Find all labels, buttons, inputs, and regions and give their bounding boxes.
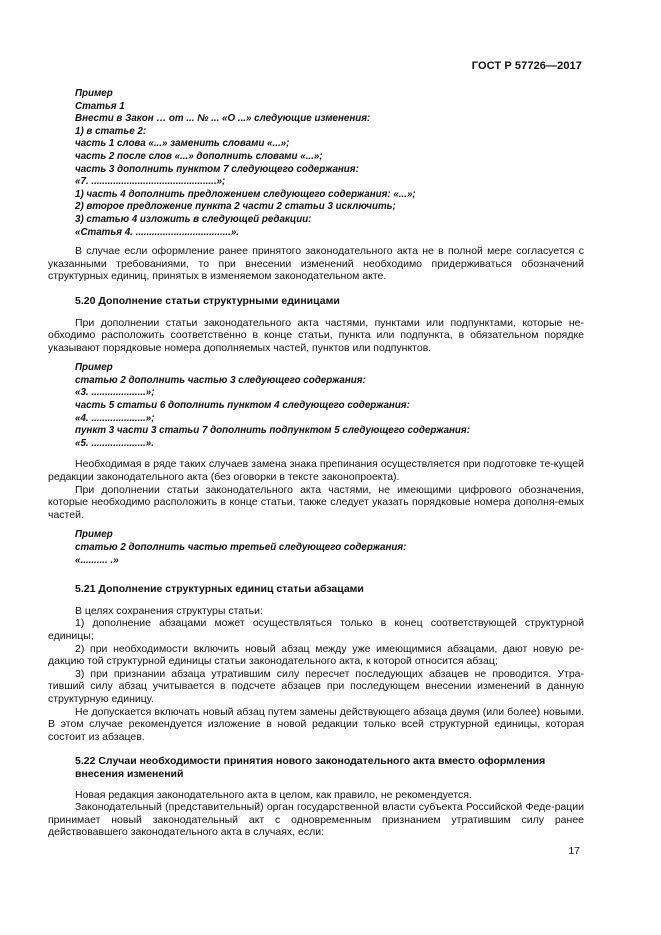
example-block-1 [75,88,584,239]
list-item: 2) при необходимости включить новый абзац между уже имеющимися абзацами, дают новую ре-дакцию той структурной единицы статьи законодательного акта, к которой относится абзац; [48,642,584,668]
example-line: Пример [75,529,113,541]
example-line: «4. ....................»; [75,412,155,424]
list-item: 1) дополнение абзацами может осуществляться только в конец соответствующей структурной единицы; [48,617,584,642]
paragraph: Законодательный (представительный) орган государственной власти субъекта Российской Феде-рации принимает новый законодательный акт с одновременным признанием утратившим силу ранее действовавшего законодательного акта в случаях, если: [48,801,584,839]
page-content [48,88,584,839]
example-line: часть 5 статьи 6 дополнить пунктом 4 следующего содержания: [75,400,410,412]
example-line: статью 2 дополнить частью третьей следующего содержания: [75,542,407,553]
section-title-5-22: 5.22 Случаи необходимости принятия нового законодательного акта вместо оформления внесения изменений [75,755,546,780]
paragraph: Необходимая в ряде таких случаев замена знака препинания осуществляется при подготовке те-кущей редакции законодательного акта (без оговорки в тексте законопроекта). [48,458,584,484]
example-block-3 [75,529,584,567]
example-line: часть 1 слова «...» заменить словами «...»; [75,138,290,150]
example-line: часть 3 дополнить пунктом 7 следующего содержания: [75,163,359,175]
example-line: Внести в Закон … от ... № ... «О ...» следующие изменения: [75,113,371,125]
example-line: статью 2 дополнить частью 3 следующего содержания: [75,374,366,386]
paragraph: Не допускается включать новый абзац путем замены действующего абзаца двумя (или более) новыми. В этом случае рекомендуется изложение в новой редакции только всей структурной единицы, которая состоит из абзацев. [48,705,584,743]
example-block-2 [75,362,584,450]
paragraph: При дополнении статьи законодательного акта частями, не имеющими цифрового обозначения, которые необходимо расположить в конце статьи, также следует указать порядковые номера дополня-емых частей. [48,483,584,521]
example-line: 1) часть 4 дополнить предложением следующего содержания: «...»; [75,188,416,200]
example-line: Пример [75,88,113,99]
example-line: «7. ..............................................»; [75,176,226,188]
example-line: «Статья 4. ...................................». [75,226,240,238]
example-line: «.......... .» [75,554,119,566]
example-line: 2) второе предложение пункта 2 части 2 статьи 3 исключить; [75,201,396,213]
example-line: «5. ....................». [75,437,154,449]
paragraph: Новая редакция законодательного акта в целом, как правило, не рекомендуется. [75,788,472,801]
example-line: 1) в статье 2: [75,125,147,137]
paragraph: В целях сохранения структуры статьи: [75,604,263,617]
example-line: 3) статью 4 изложить в следующей редакции: [75,213,312,225]
page-number: 17 [568,845,580,857]
example-line: часть 2 после слов «...» дополнить словами «...»; [75,150,323,162]
example-line: Пример [75,362,113,374]
paragraph: В случае если оформление ранее принятого законодательного акта не в полной мере согласуется с указанными требованиями, то при внесении изменений необходимо придерживаться обозначений структурных единиц, принятых в изменяемом законодательном акте. [48,245,584,283]
example-line: пункт 3 части 3 статьи 7 дополнить подпунктом 5 следующего содержания: [75,425,470,437]
section-title-5-20: 5.20 Дополнение статьи структурными единицами [75,294,340,307]
example-line: «3. ....................»; [75,387,155,399]
list-item: 3) при признании абзаца утратившим силу пересчет последующих абзацев не проводится. Утра-тивший силу абзац учитывается в подсчете абзацев при последующем внесении изменений в данную структурную единицу. [48,667,584,705]
section-title-5-21: 5.21 Дополнение структурных единиц статьи абзацами [75,583,364,596]
standard-header: ГОСТ Р 57726—2017 [471,60,582,72]
example-line: Статья 1 [75,100,125,112]
paragraph: При дополнении статьи законодательного акта частями, пунктами или подпунктами, которые не-обходимо расположить соответственно в конце статьи, пункта или подпункта, в обязательном порядке указывают порядковые номера дополняемых частей, пунктов или подпунктов. [48,316,584,354]
